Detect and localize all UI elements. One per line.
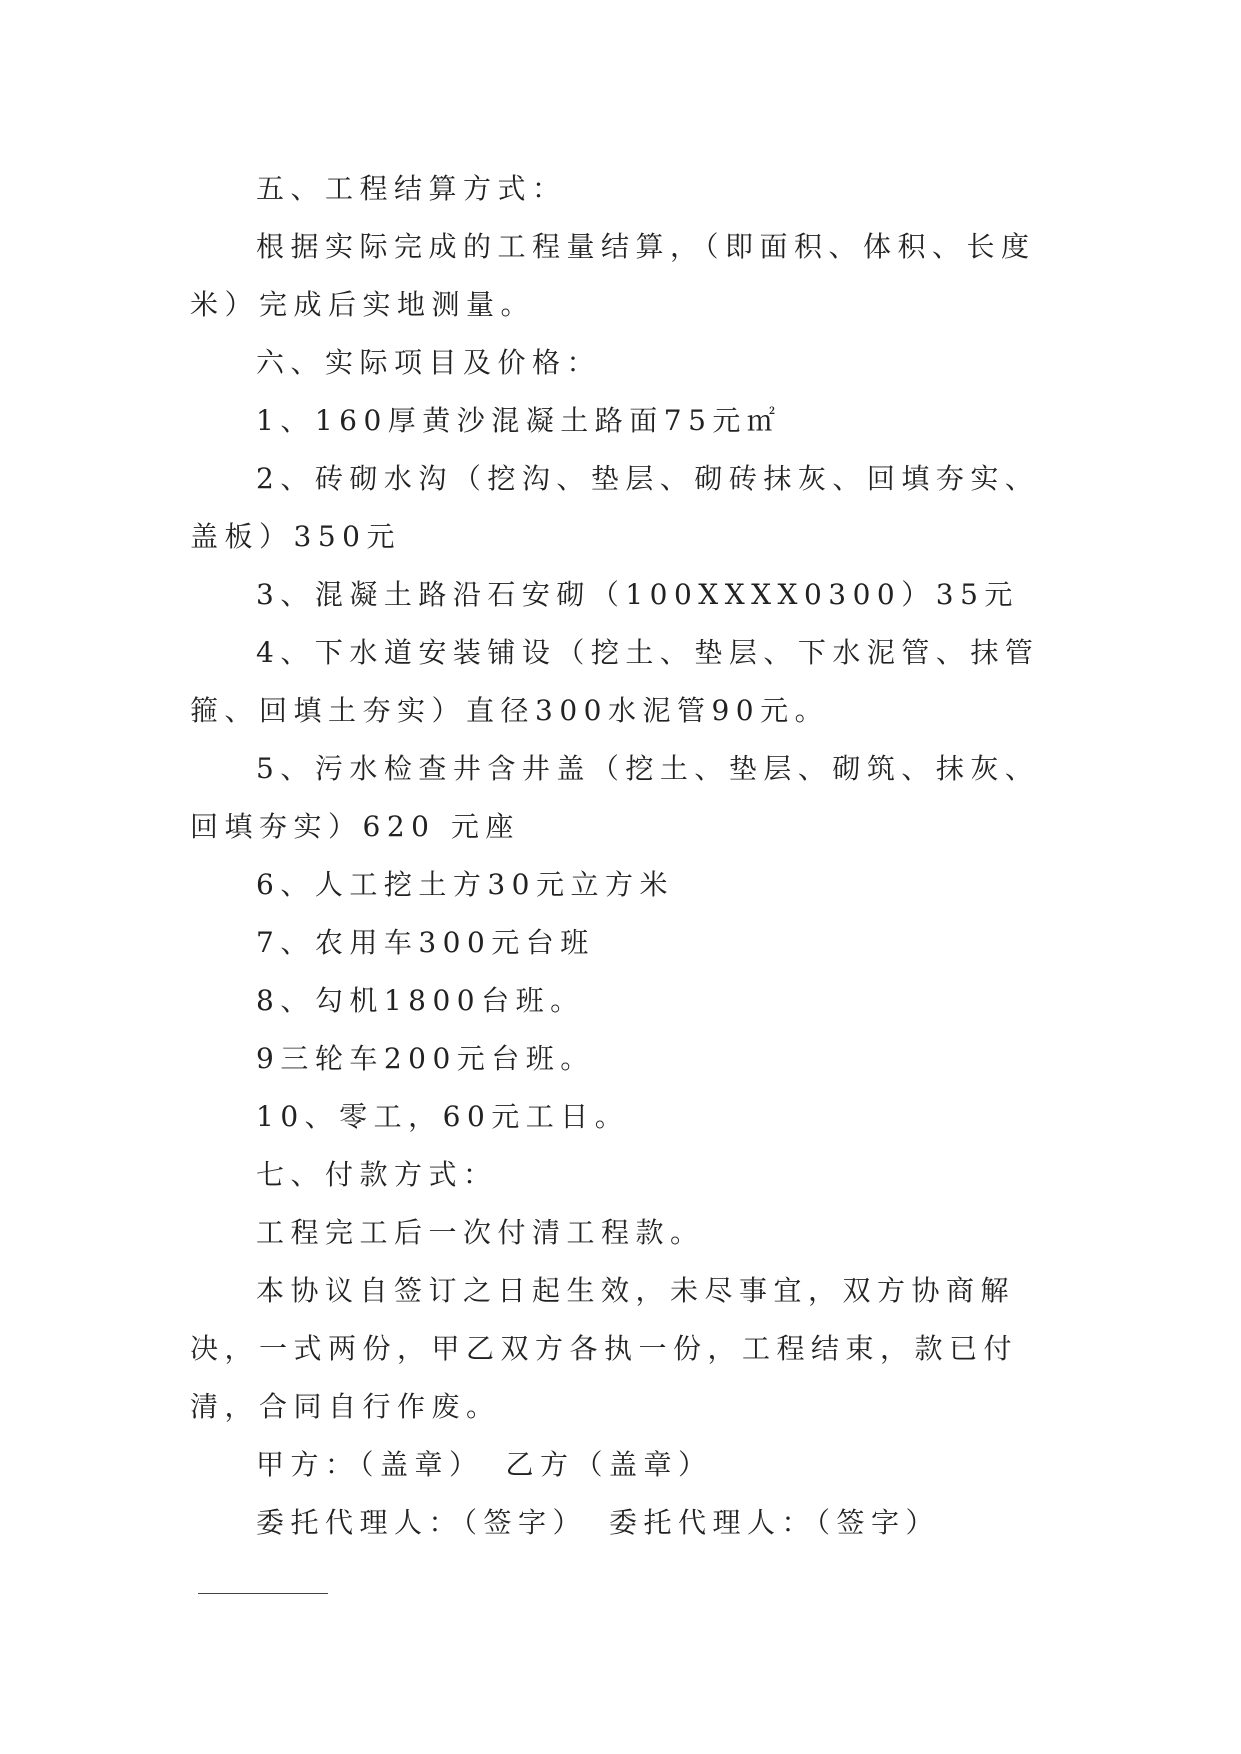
section-7-body: 工程完工后一次付清工程款。 <box>256 1216 705 1249</box>
section-5-heading: 五、工程结算方式： <box>256 172 567 205</box>
party-a-seal-label: 甲方：（盖章） <box>256 1448 484 1481</box>
seal-line <box>190 1436 1050 1494</box>
price-item-1: 1、160厚黄沙混凝土路面75元㎡ <box>256 404 782 437</box>
price-item-7: 7、农用车300元台班 <box>256 926 595 959</box>
price-item-10: 10、零工，60元工日。 <box>256 1100 630 1133</box>
agent-a-signature-label: 委托代理人：（签字） <box>256 1506 588 1539</box>
price-item-9: 9三轮车200元台班。 <box>256 1042 595 1075</box>
party-b-seal-label: 乙方（盖章） <box>505 1448 713 1481</box>
agent-b-signature-label: 委托代理人：（签字） <box>609 1506 941 1539</box>
signature-underline <box>198 1571 328 1594</box>
section-5-body: 根据实际完成的工程量结算，（即面积、体积、长度米）完成后实地测量。 <box>190 230 1036 321</box>
document-body <box>190 160 1050 1610</box>
price-item-3: 3、混凝土路沿石安砌（100XXXX0300）35元 <box>256 578 1019 611</box>
section-6-heading: 六、实际项目及价格： <box>256 346 602 379</box>
price-item-6: 6、人工挖土方30元立方米 <box>256 868 674 901</box>
price-item-2: 2、砖砌水沟（挖沟、垫层、砌砖抹灰、回填夯实、盖板）350元 <box>190 462 1040 553</box>
agent-signature-line <box>190 1494 1050 1610</box>
price-item-5: 5、污水检查井含井盖（挖土、垫层、砌筑、抹灰、回填夯实）620 元座 <box>190 752 1040 843</box>
section-7-heading: 七、付款方式： <box>256 1158 498 1191</box>
closing-clause: 本协议自签订之日起生效，未尽事宜，双方协商解决，一式两份，甲乙双方各执一份，工程结束，款已付清，合同自行作废。 <box>190 1274 1019 1423</box>
price-item-4: 4、下水道安装铺设（挖土、垫层、下水泥管、抹管箍、回填土夯实）直径300水泥管90元。 <box>190 636 1040 727</box>
price-item-8: 8、勾机1800台班。 <box>256 984 585 1017</box>
